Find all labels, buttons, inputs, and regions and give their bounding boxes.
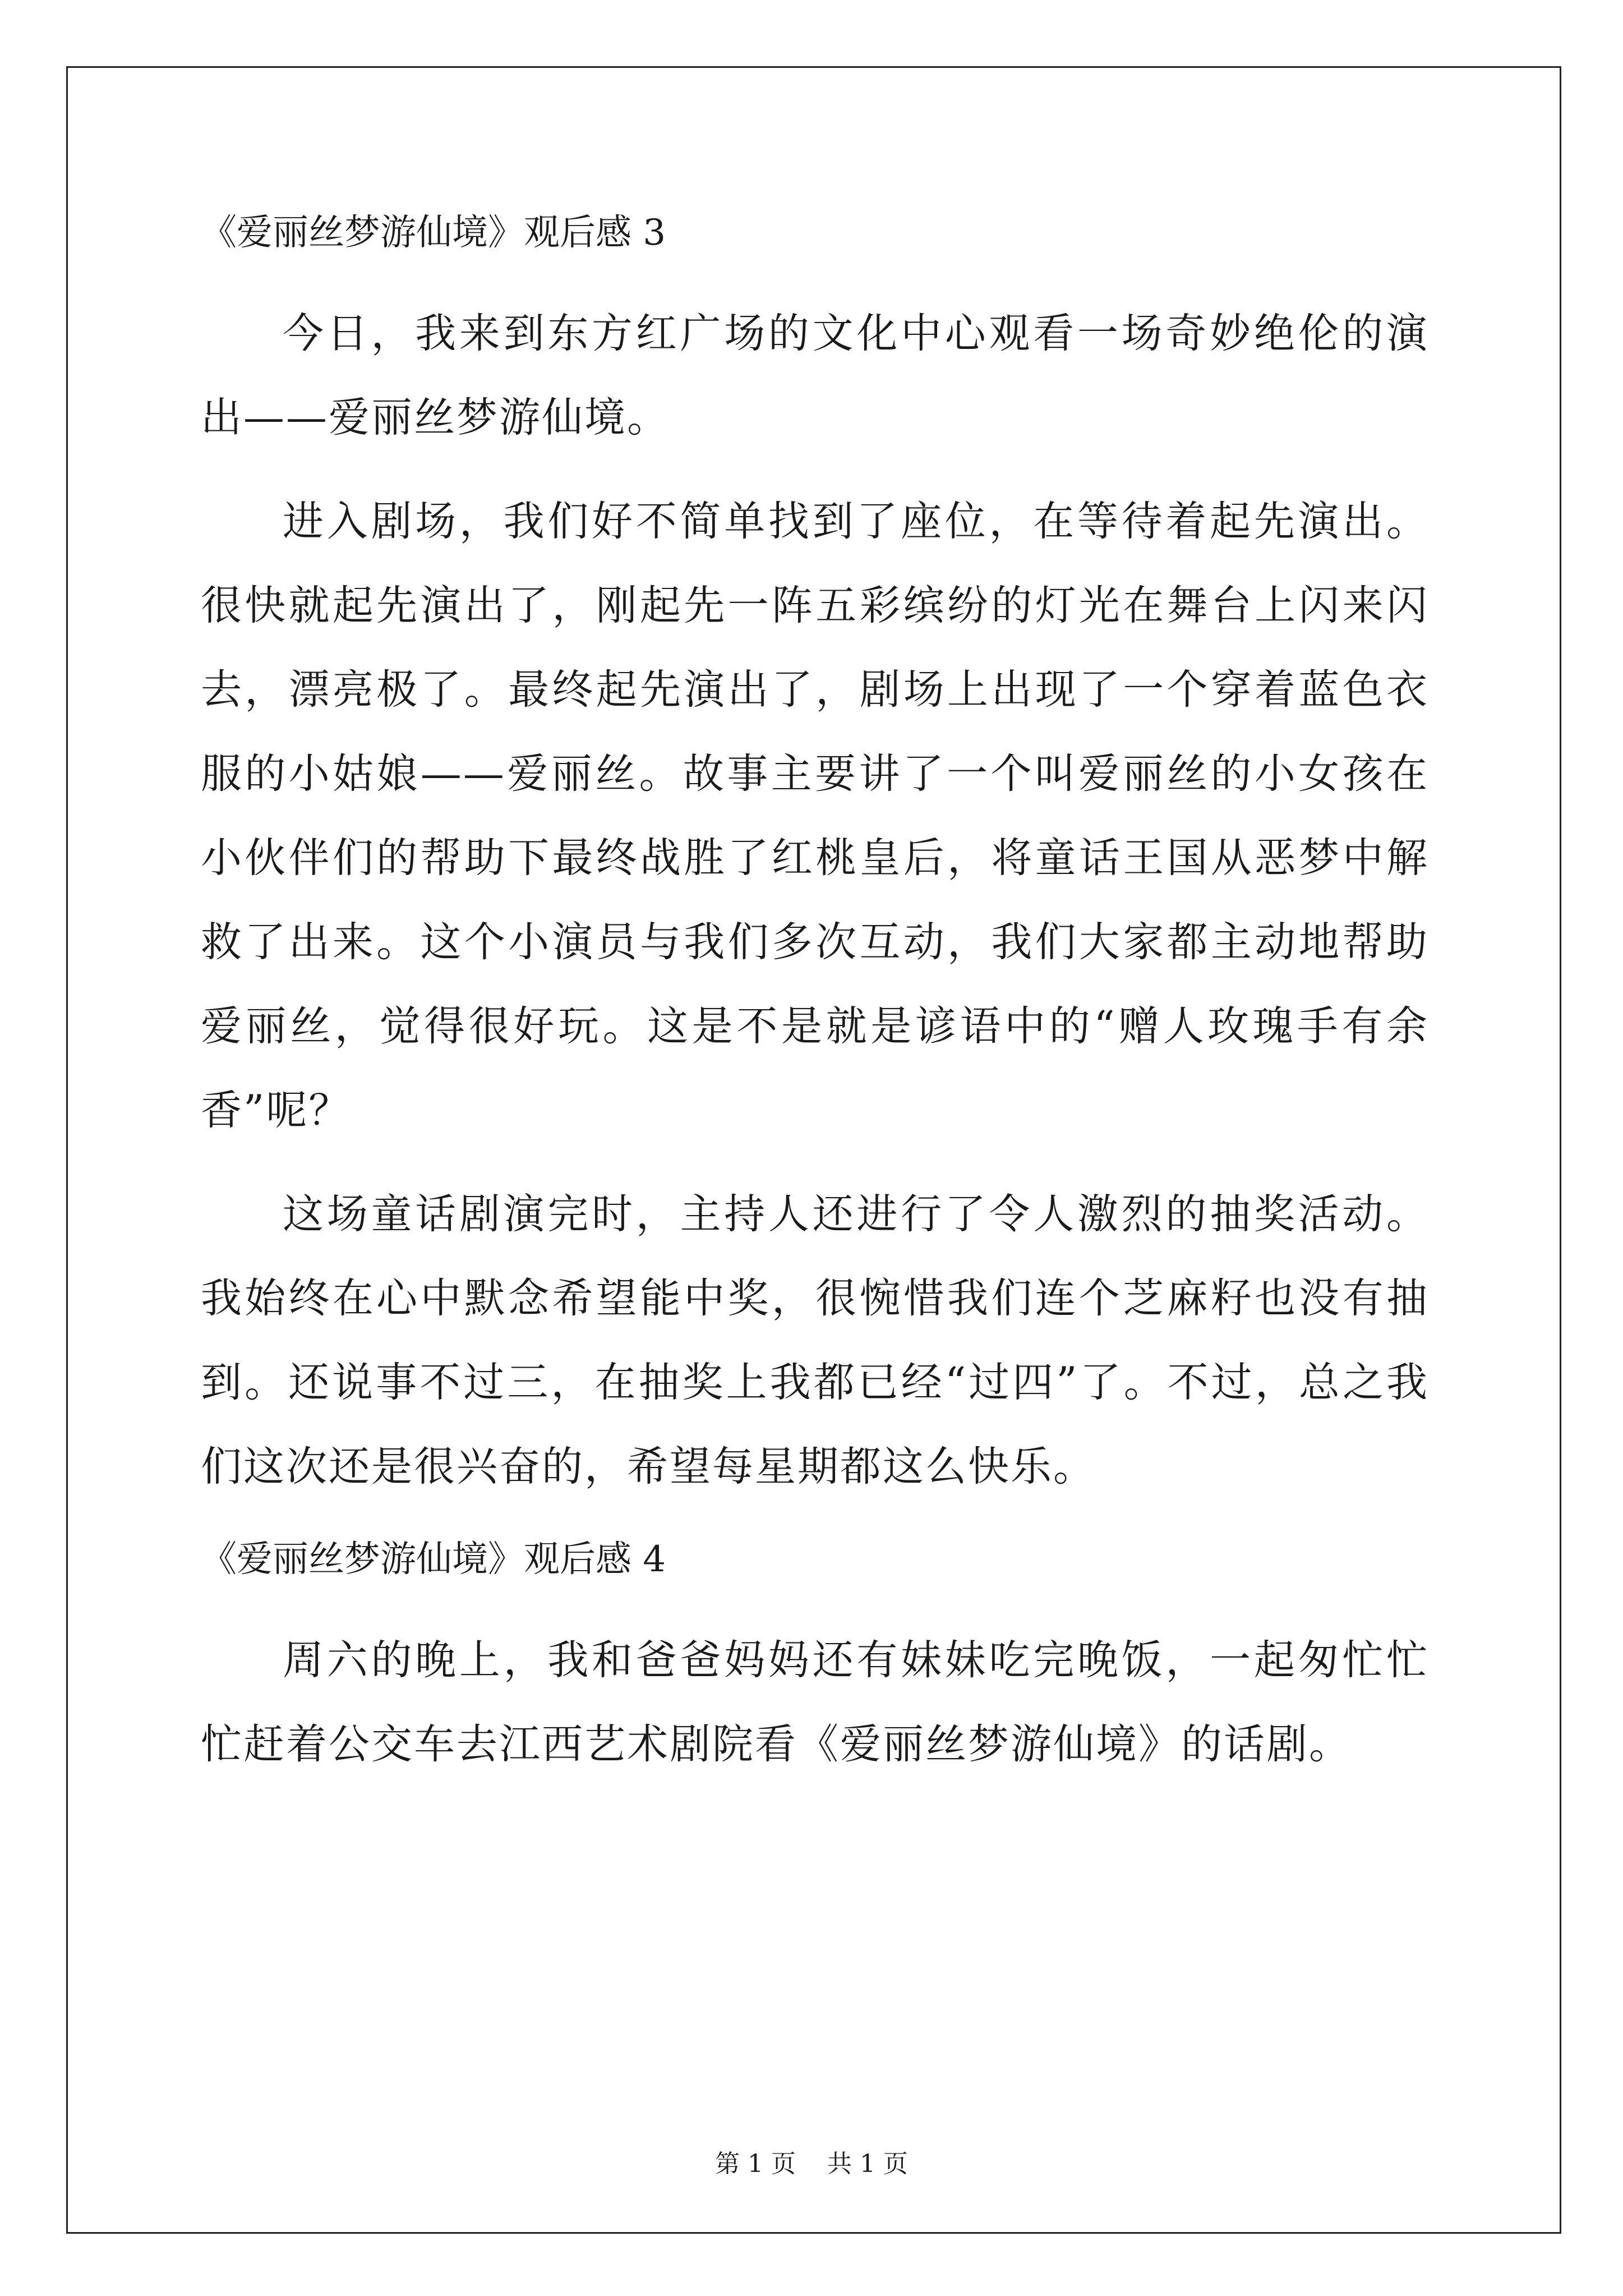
document-body [201,202,1429,1787]
section-title-4: 《爱丽丝梦游仙境》观后感 4 [201,1539,666,1580]
paragraph: 今日，我来到东方红广场的文化中心观看一场奇妙绝伦的演出——爱丽丝梦游仙境。 [201,310,1429,441]
paragraph: 进入剧场，我们好不简单找到了座位，在等待着起先演出。很快就起先演出了，刚起先一阵五彩缤纷的灯光在舞台上闪来闪去，漂亮极了。最终起先演出了，剧场上出现了一个穿着蓝色衣服的小姑娘——爱丽丝。故事主要讲了一个叫爱丽丝的小女孩在小伙伴们的帮助下最终战胜了红桃皇后，将童话王国从恶梦中解救了出来。这个小演员与我们多次互动，我们大家都主动地帮助爱丽丝，觉得很好玩。这是不是就是谚语中的“赠人玫瑰手有余香”呢？ [201,498,1429,1134]
paragraph: 周六的晚上，我和爸爸妈妈还有妹妹吃完晚饭，一起匆忙忙忙赶着公交车去江西艺术剧院看《爱丽丝梦游仙境》的话剧。 [201,1636,1429,1768]
paragraph: 这场童话剧演完时，主持人还进行了令人激烈的抽奖活动。我始终在心中默念希望能中奖，很惋惜我们连个芝麻籽也没有抽到。还说事不过三，在抽奖上我都已经“过四”了。不过，总之我们这次还是很兴奋的，希望每星期都这么快乐。 [201,1190,1429,1490]
section-title-3: 《爱丽丝梦游仙境》观后感 3 [201,212,666,254]
page-footer: 第 1 页 共 1 页 [715,2150,908,2178]
